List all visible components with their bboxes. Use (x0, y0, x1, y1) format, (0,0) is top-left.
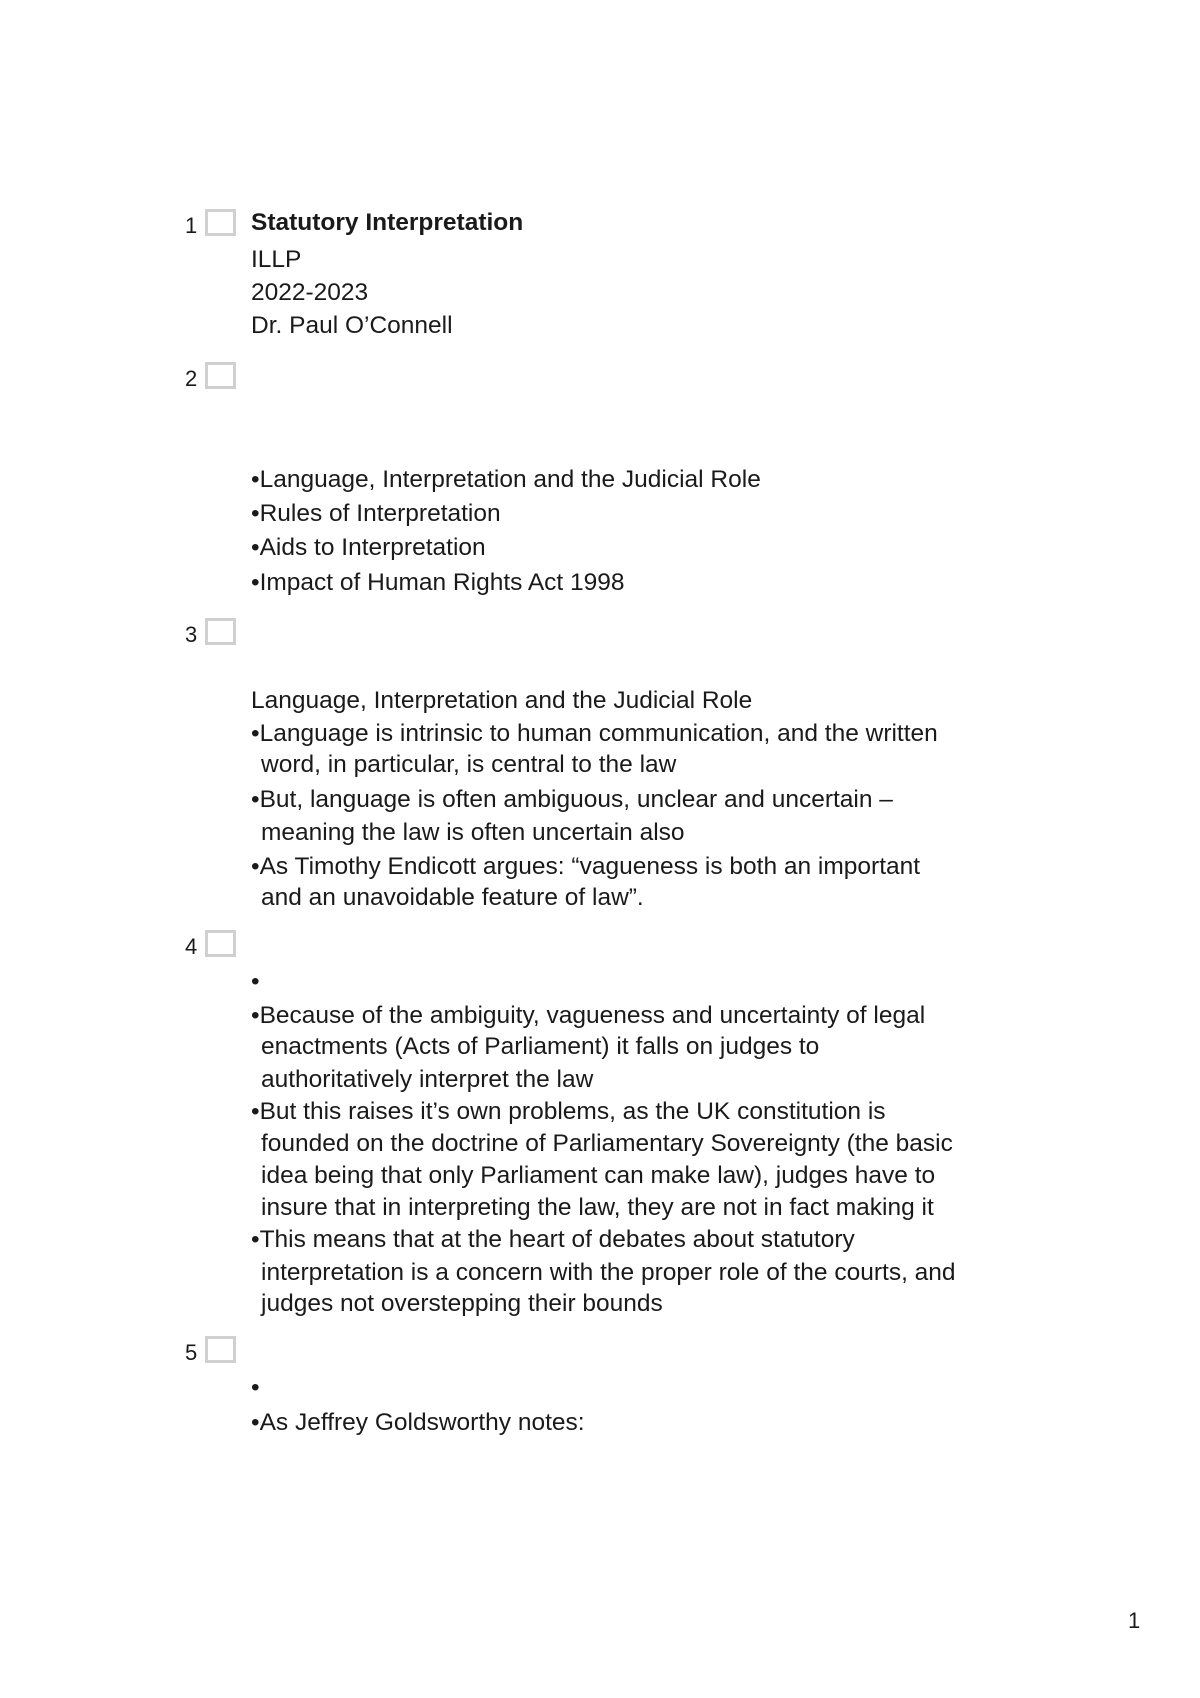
slide-thumbnail-box (205, 618, 236, 645)
slide-thumbnail-box (205, 930, 236, 957)
bullet-item: •This means that at the heart of debates about statutory (251, 1226, 855, 1253)
bullet-item: •Aids to Interpretation (251, 534, 486, 561)
bullet-item: •Rules of Interpretation (251, 500, 501, 527)
bullet-item: •Because of the ambiguity, vagueness and uncertainty of legal (251, 1002, 926, 1029)
bullet-continuation: founded on the doctrine of Parliamentary Sovereignty (the basic (261, 1130, 953, 1157)
bullet-item: •As Timothy Endicott argues: “vagueness is both an important (251, 853, 921, 880)
slide-number: 4 (185, 934, 198, 959)
bullet-continuation: enactments (Acts of Parliament) it falls on judges to (261, 1033, 820, 1060)
bullet-item: •Language is intrinsic to human communication, and the written (251, 720, 938, 747)
slide-number: 3 (185, 622, 198, 647)
bullet-item: • (251, 1374, 260, 1401)
bullet-item: •Language, Interpretation and the Judicial Role (251, 466, 761, 493)
bullet-item: •But this raises it’s own problems, as the UK constitution is (251, 1098, 886, 1125)
slide-number: 2 (185, 366, 198, 391)
bullet-continuation: interpretation is a concern with the proper role of the courts, and (261, 1259, 956, 1286)
bullet-item: •But, language is often ambiguous, unclear and uncertain – (251, 786, 893, 813)
slide-line: 2022-2023 (251, 279, 369, 306)
slide-thumbnail-box (205, 362, 236, 389)
slide-line: ILLP (251, 246, 302, 273)
slide-line: Dr. Paul O’Connell (251, 312, 453, 339)
bullet-continuation: word, in particular, is central to the law (261, 751, 677, 778)
bullet-item: • (251, 968, 260, 995)
slide-heading: Language, Interpretation and the Judicial Role (251, 687, 753, 714)
bullet-continuation: judges not overstepping their bounds (261, 1290, 663, 1317)
page-number: 1 (1128, 1608, 1141, 1633)
slide-number: 1 (185, 213, 198, 238)
slide-title: Statutory Interpretation (251, 209, 524, 236)
bullet-continuation: and an unavoidable feature of law”. (261, 884, 644, 911)
bullet-continuation: meaning the law is often uncertain also (261, 819, 685, 846)
bullet-continuation: insure that in interpreting the law, they are not in fact making it (261, 1194, 934, 1221)
bullet-item: •Impact of Human Rights Act 1998 (251, 569, 625, 596)
slide-thumbnail-box (205, 1336, 236, 1363)
slide-number: 5 (185, 1340, 198, 1365)
bullet-item: •As Jeffrey Goldsworthy notes: (251, 1409, 585, 1436)
slide-thumbnail-box (205, 209, 236, 236)
bullet-continuation: idea being that only Parliament can make law), judges have to (261, 1162, 936, 1189)
bullet-continuation: authoritatively interpret the law (261, 1066, 594, 1093)
